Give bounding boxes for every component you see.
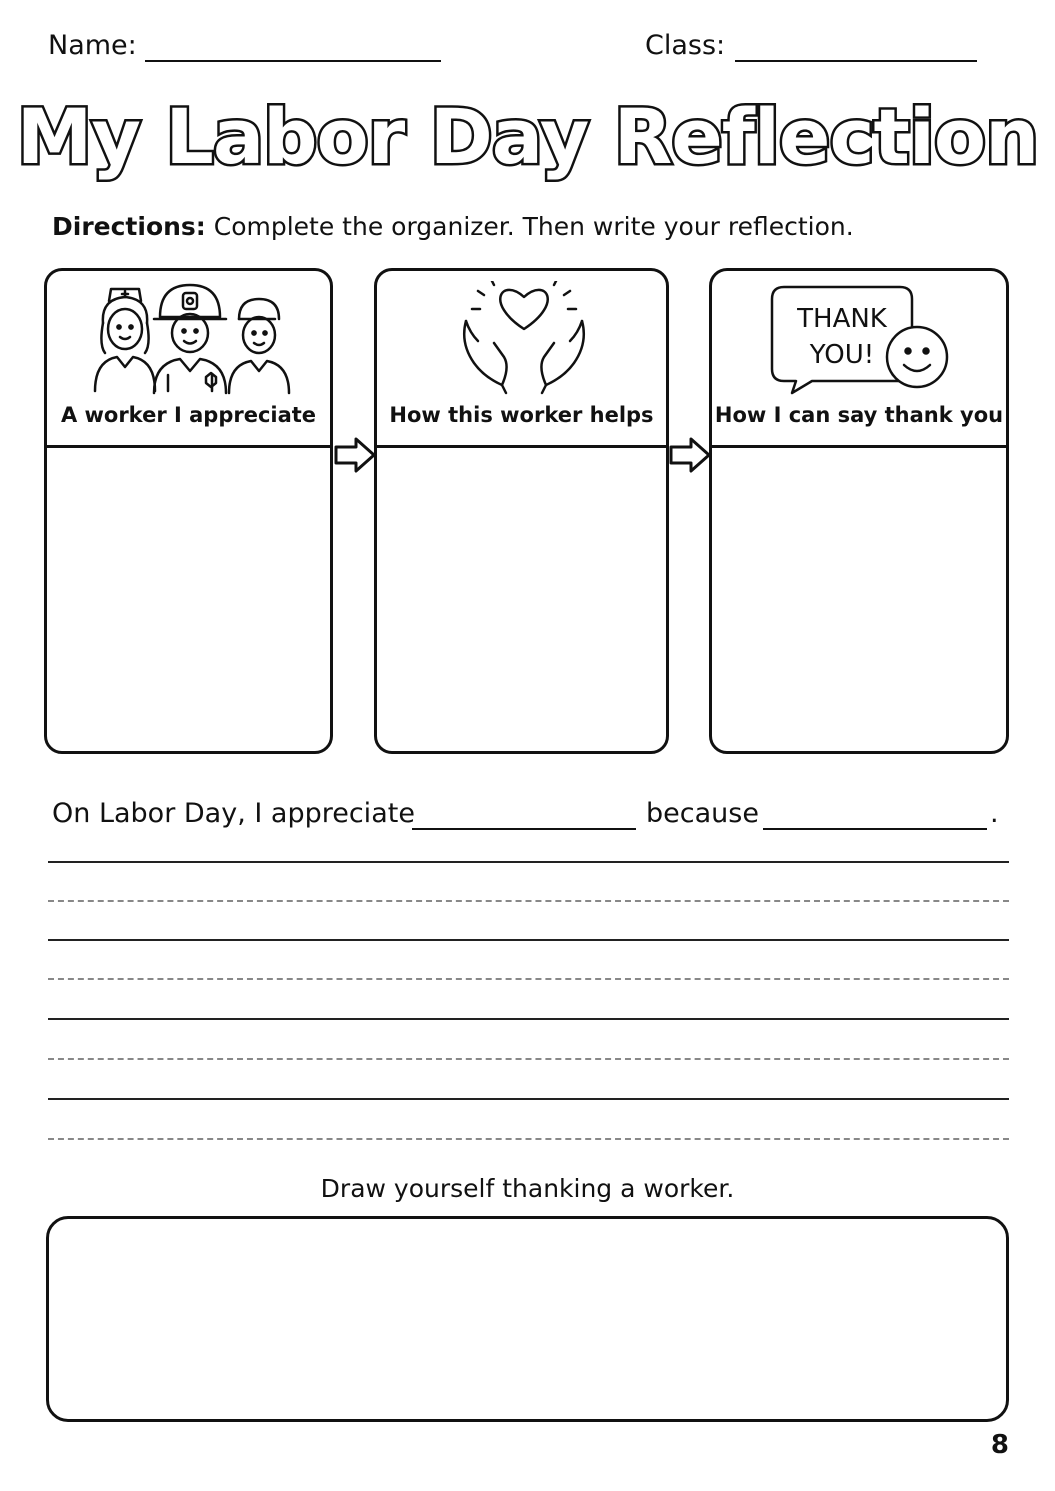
class-field[interactable]: [735, 60, 977, 62]
arrow-right-icon: [669, 436, 713, 474]
name-field[interactable]: [145, 60, 441, 62]
drawing-area[interactable]: [46, 1216, 1009, 1422]
sentence-part2: because: [646, 798, 759, 829]
sentence-end: .: [990, 798, 999, 829]
directions-text: Complete the organizer. Then write your reflection.: [213, 212, 854, 241]
thank-you-bubble-icon: [712, 281, 1006, 399]
organizer-box-thanks[interactable]: [709, 268, 1009, 754]
workers-icon: [47, 281, 330, 399]
divider: [712, 445, 1006, 448]
box-label-thanks: How I can say thank you: [714, 403, 1004, 427]
writing-line[interactable]: [48, 939, 1009, 941]
name-label: Name:: [48, 30, 137, 61]
draw-prompt: Draw yourself thanking a worker.: [320, 1174, 735, 1203]
writing-line[interactable]: [48, 1018, 1009, 1020]
because-blank[interactable]: [763, 828, 987, 830]
writing-line[interactable]: [48, 861, 1009, 863]
arrow-right-icon: [334, 436, 378, 474]
writing-guide-line: [48, 900, 1009, 902]
sentence-part1: On Labor Day, I appreciate: [52, 798, 415, 829]
bubble-text-thank: THANK: [797, 304, 887, 334]
divider: [47, 445, 330, 448]
writing-guide-line: [48, 1138, 1009, 1140]
writing-line[interactable]: [48, 1098, 1009, 1100]
writing-guide-line: [48, 978, 1009, 980]
organizer-box-worker[interactable]: [44, 268, 333, 754]
bubble-text-you: YOU!: [809, 340, 875, 370]
box-label-helps: How this worker helps: [389, 403, 654, 427]
box-label-worker: A worker I appreciate: [60, 403, 317, 427]
class-label: Class:: [645, 30, 726, 61]
page-number: 8: [990, 1430, 1009, 1460]
writing-guide-line: [48, 1058, 1009, 1060]
heart-hands-icon: [377, 281, 666, 399]
organizer-box-helps[interactable]: [374, 268, 669, 754]
page-title: My Labor Day Reflection: [16, 92, 1039, 181]
directions: [52, 212, 854, 241]
directions-lead: Directions:: [52, 212, 206, 241]
divider: [377, 445, 666, 448]
appreciate-blank[interactable]: [412, 828, 636, 830]
